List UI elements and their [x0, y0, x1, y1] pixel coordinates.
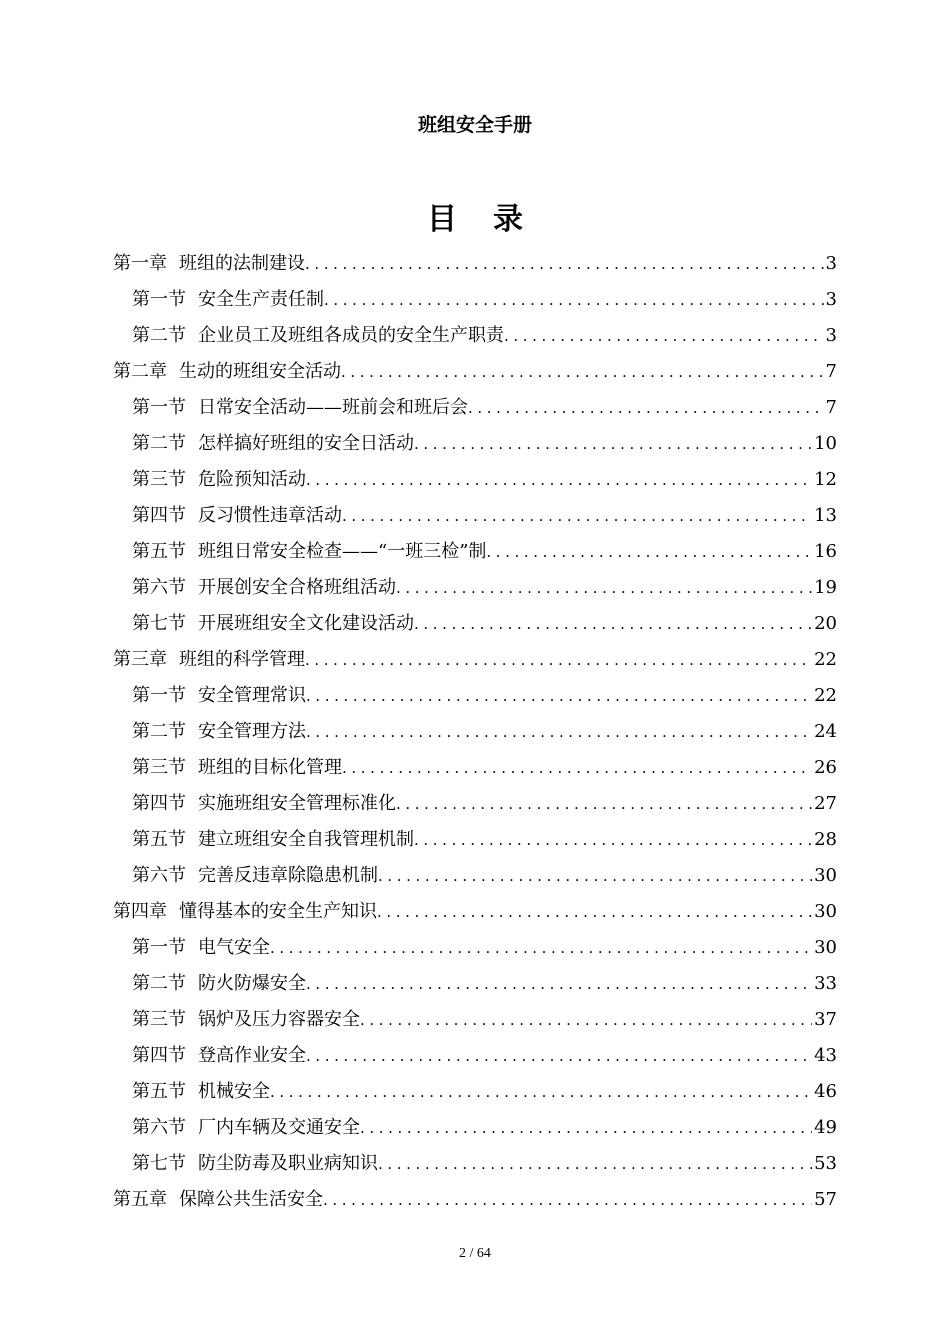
toc-section-entry[interactable] [113, 282, 837, 318]
toc-entry-label [132, 678, 306, 714]
toc-chapter-entry[interactable] [113, 894, 837, 930]
toc-dot-leader [396, 786, 812, 822]
toc-entry-number: 第五节 [132, 541, 186, 562]
toc-entry-label [132, 282, 324, 318]
toc-section-entry[interactable] [113, 498, 837, 534]
page-footer: 2 / 64 [459, 1246, 491, 1261]
toc-entry-page: 3 [825, 289, 837, 310]
toc-entry-label [132, 498, 342, 534]
toc-dot-leader [306, 966, 812, 1002]
toc-dot-leader [341, 354, 824, 390]
toc-entry-label [113, 1182, 323, 1218]
toc-dot-leader [306, 714, 812, 750]
toc-entry-page: 53 [814, 1153, 837, 1174]
toc-section-entry[interactable] [113, 1074, 837, 1110]
toc-section-entry[interactable] [113, 1038, 837, 1074]
toc-entry-page: 57 [814, 1189, 837, 1210]
toc-entry-number: 第五节 [132, 1081, 186, 1102]
toc-chapter-entry[interactable] [113, 1182, 837, 1218]
toc-entry-title: 班组的科学管理 [179, 649, 305, 670]
toc-entry-page: 22 [814, 685, 837, 706]
toc-entry-title: 开展班组安全文化建设活动 [198, 613, 414, 634]
toc-entry-label [132, 714, 306, 750]
toc-entry-number: 第一节 [132, 685, 186, 706]
toc-dot-leader [324, 282, 824, 318]
toc-entry-label [113, 894, 377, 930]
toc-entry-page: 37 [814, 1009, 837, 1030]
toc-entry-page: 33 [814, 973, 837, 994]
toc-entry-number: 第三节 [132, 1009, 186, 1030]
toc-dot-leader [270, 1074, 812, 1110]
toc-dot-leader [360, 1002, 812, 1038]
toc-entry-number: 第一节 [132, 937, 186, 958]
toc-dot-leader [414, 606, 812, 642]
toc-dot-leader [270, 930, 812, 966]
toc-section-entry[interactable] [113, 822, 837, 858]
toc-entry-page: 13 [814, 505, 837, 526]
toc-entry-page: 22 [814, 649, 837, 670]
toc-entry-title: 班组日常安全检查——“一班三检”制 [198, 541, 487, 562]
toc-entry-number: 第二节 [132, 721, 186, 742]
toc-entry-title: 班组的法制建设 [179, 253, 305, 274]
toc-entry-number: 第二节 [132, 325, 186, 346]
toc-dot-leader [360, 1110, 812, 1146]
toc-entry-number: 第六节 [132, 1117, 186, 1138]
toc-entry-page: 30 [814, 937, 837, 958]
toc-entry-label [132, 570, 396, 606]
toc-entry-number: 第四章 [113, 901, 167, 922]
toc-section-entry[interactable] [113, 570, 837, 606]
toc-entry-title: 保障公共生活安全 [179, 1189, 323, 1210]
toc-entry-title: 日常安全活动——班前会和班后会 [198, 397, 468, 418]
toc-dot-leader [323, 1182, 812, 1218]
toc-entry-title: 安全生产责任制 [198, 289, 324, 310]
toc-section-entry[interactable] [113, 1110, 837, 1146]
toc-entry-page: 43 [814, 1045, 837, 1066]
toc-entry-page: 26 [814, 757, 837, 778]
toc-chapter-entry[interactable] [113, 354, 837, 390]
toc-entry-number: 第一节 [132, 397, 186, 418]
toc-entry-page: 24 [814, 721, 837, 742]
toc-section-entry[interactable] [113, 390, 837, 426]
toc-entry-title: 建立班组安全自我管理机制 [198, 829, 414, 850]
toc-section-entry[interactable] [113, 534, 837, 570]
toc-entry-number: 第四节 [132, 793, 186, 814]
toc-entry-title: 登高作业安全 [198, 1045, 306, 1066]
toc-entry-label [132, 1146, 378, 1182]
toc-entry-title: 完善反违章除隐患机制 [198, 865, 378, 886]
toc-entry-title: 防火防爆安全 [198, 973, 306, 994]
toc-section-entry[interactable] [113, 750, 837, 786]
toc-dot-leader [306, 462, 812, 498]
toc-entry-title: 危险预知活动 [198, 469, 306, 490]
toc-entry-number: 第七节 [132, 1153, 186, 1174]
toc-entry-title: 懂得基本的安全生产知识 [179, 901, 377, 922]
toc-entry-number: 第六节 [132, 865, 186, 886]
toc-entry-label [113, 354, 341, 390]
toc-chapter-entry[interactable] [113, 246, 837, 282]
toc-entry-number: 第六节 [132, 577, 186, 598]
table-of-contents [113, 246, 837, 1218]
toc-entry-page: 16 [814, 541, 837, 562]
toc-entry-number: 第七节 [132, 613, 186, 634]
toc-entry-label [132, 1002, 360, 1038]
toc-entry-label [132, 390, 468, 426]
toc-entry-title: 机械安全 [198, 1081, 270, 1102]
toc-section-entry[interactable] [113, 606, 837, 642]
toc-entry-title: 安全管理方法 [198, 721, 306, 742]
toc-section-entry[interactable] [113, 1146, 837, 1182]
toc-entry-page: 10 [814, 433, 837, 454]
toc-entry-number: 第三章 [113, 649, 167, 670]
toc-entry-label [132, 966, 306, 1002]
toc-dot-leader [468, 390, 824, 426]
toc-entry-page: 30 [814, 865, 837, 886]
toc-dot-leader [342, 498, 812, 534]
toc-entry-label [132, 606, 414, 642]
toc-entry-label [132, 750, 342, 786]
toc-section-entry[interactable] [113, 678, 837, 714]
toc-dot-leader [342, 750, 812, 786]
toc-entry-number: 第一章 [113, 253, 167, 274]
toc-entry-number: 第五章 [113, 1189, 167, 1210]
toc-heading: 目录 [427, 202, 559, 237]
toc-entry-number: 第二节 [132, 973, 186, 994]
toc-entry-label [132, 318, 504, 354]
toc-section-entry[interactable] [113, 930, 837, 966]
toc-entry-page: 3 [825, 253, 837, 274]
toc-dot-leader [396, 570, 812, 606]
toc-dot-leader [306, 678, 812, 714]
toc-entry-page: 49 [814, 1117, 837, 1138]
toc-entry-number: 第二章 [113, 361, 167, 382]
toc-dot-leader [486, 534, 812, 570]
toc-entry-number: 第五节 [132, 829, 186, 850]
toc-dot-leader [305, 642, 812, 678]
toc-entry-title: 班组的目标化管理 [198, 757, 342, 778]
toc-entry-page: 46 [814, 1081, 837, 1102]
toc-dot-leader [414, 822, 812, 858]
toc-entry-title: 厂内车辆及交通安全 [198, 1117, 360, 1138]
toc-entry-label [113, 642, 305, 678]
document-title: 班组安全手册 [417, 114, 532, 136]
toc-entry-page: 28 [814, 829, 837, 850]
toc-entry-number: 第二节 [132, 433, 186, 454]
toc-section-entry[interactable] [113, 858, 837, 894]
toc-entry-label [132, 1074, 270, 1110]
toc-entry-page: 20 [814, 613, 837, 634]
toc-chapter-entry[interactable] [113, 642, 837, 678]
toc-entry-title: 企业员工及班组各成员的安全生产职责 [198, 325, 504, 346]
toc-dot-leader [377, 894, 812, 930]
toc-entry-label [132, 822, 414, 858]
toc-entry-label [132, 426, 414, 462]
toc-section-entry[interactable] [113, 1002, 837, 1038]
toc-entry-label [132, 534, 486, 570]
toc-section-entry[interactable] [113, 966, 837, 1002]
toc-entry-page: 27 [814, 793, 837, 814]
toc-section-entry[interactable] [113, 318, 837, 354]
toc-entry-page: 7 [825, 361, 837, 382]
toc-entry-label [132, 858, 378, 894]
toc-entry-title: 怎样搞好班组的安全日活动 [198, 433, 414, 454]
toc-entry-number: 第三节 [132, 469, 186, 490]
toc-entry-number: 第四节 [132, 1045, 186, 1066]
toc-entry-title: 反习惯性违章活动 [198, 505, 342, 526]
toc-dot-leader [306, 1038, 812, 1074]
toc-dot-leader [378, 1146, 812, 1182]
toc-entry-title: 防尘防毒及职业病知识 [198, 1153, 378, 1174]
toc-entry-page: 3 [825, 325, 837, 346]
toc-entry-label [132, 462, 306, 498]
toc-dot-leader [305, 246, 824, 282]
toc-section-entry[interactable] [113, 462, 837, 498]
toc-section-entry[interactable] [113, 426, 837, 462]
toc-entry-number: 第一节 [132, 289, 186, 310]
toc-dot-leader [504, 318, 824, 354]
toc-entry-title: 开展创安全合格班组活动 [198, 577, 396, 598]
toc-entry-title: 实施班组安全管理标准化 [198, 793, 396, 814]
toc-entry-label [132, 786, 396, 822]
toc-entry-page: 12 [814, 469, 837, 490]
toc-entry-title: 安全管理常识 [198, 685, 306, 706]
toc-entry-label [132, 1110, 360, 1146]
toc-entry-title: 电气安全 [198, 937, 270, 958]
toc-entry-title: 生动的班组安全活动 [179, 361, 341, 382]
toc-section-entry[interactable] [113, 714, 837, 750]
toc-entry-number: 第三节 [132, 757, 186, 778]
toc-entry-number: 第四节 [132, 505, 186, 526]
toc-entry-page: 7 [825, 397, 837, 418]
toc-entry-label [132, 1038, 306, 1074]
toc-entry-label [113, 246, 305, 282]
toc-section-entry[interactable] [113, 786, 837, 822]
toc-dot-leader [414, 426, 812, 462]
toc-entry-label [132, 930, 270, 966]
toc-entry-page: 19 [814, 577, 837, 598]
toc-entry-title: 锅炉及压力容器安全 [198, 1009, 360, 1030]
toc-entry-page: 30 [814, 901, 837, 922]
toc-dot-leader [378, 858, 812, 894]
